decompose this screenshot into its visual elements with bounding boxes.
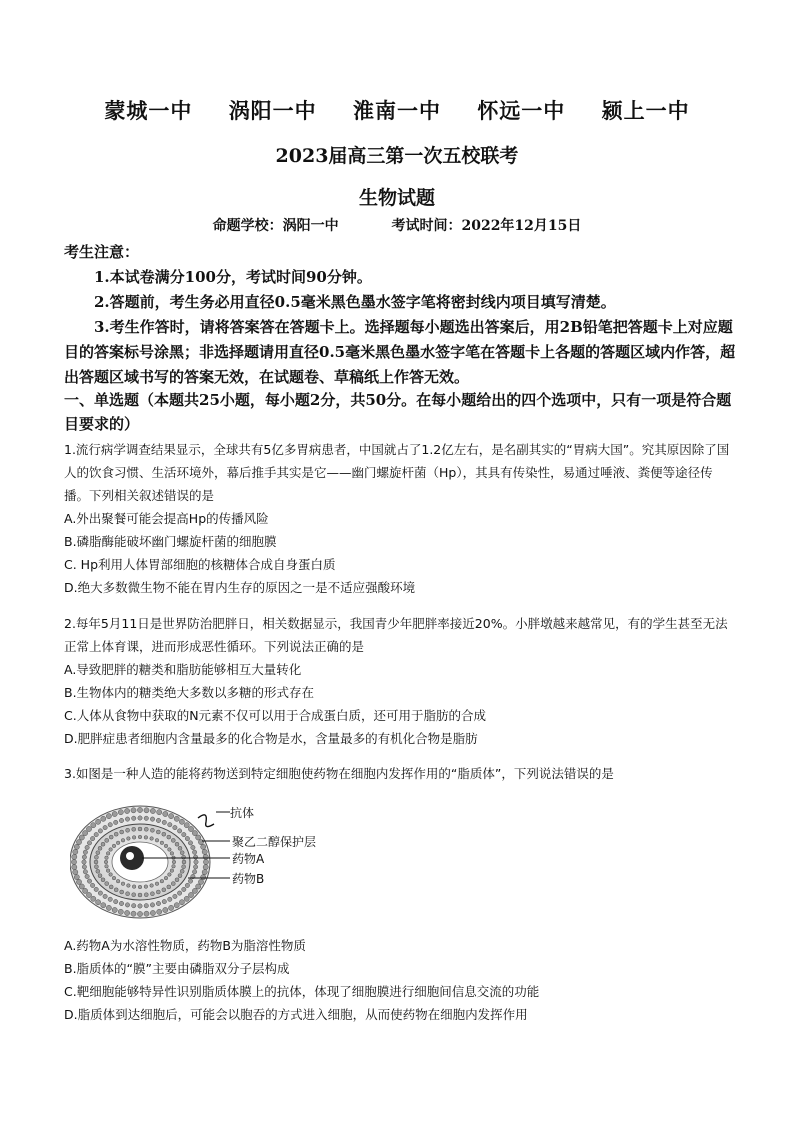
question-stem: 3.如图是一种人造的能将药物送到特定细胞使药物在细胞内发挥作用的“脂质体”，下列说法错误的是 [64, 766, 614, 781]
lipid-head [72, 854, 77, 859]
lipid-head [203, 865, 208, 870]
lipid-head [114, 820, 118, 824]
lipid-head [98, 891, 102, 895]
lipid-head [182, 832, 186, 836]
lipid-head [83, 870, 87, 874]
question-stem: 1.流行病学调查结果显示，全球共有5亿多胃病患者，中国就占了1.2亿左右，是名副其实的“胃病大国”。究其原因除了国人的饮食习惯、生活环境外，幕后推手其实是它——幽门螺旋杆菌（Hp），其具有传染性，易通过唾液、粪便等途径传播。下列相关叙述错误的是 [64, 442, 730, 503]
lipid-head [76, 879, 81, 884]
lipid-head [87, 879, 91, 883]
lipid-head [193, 855, 197, 859]
lipid-head [73, 849, 78, 854]
lipid-head [83, 888, 88, 893]
lipid-head [103, 894, 107, 898]
lipid-head [167, 835, 171, 839]
lipid-head [96, 819, 101, 824]
lipid-head [198, 840, 203, 845]
school-name: 颍上一中 [601, 98, 690, 123]
lipid-head [116, 879, 120, 883]
lipid-head [194, 860, 198, 864]
lipid-head [201, 844, 206, 849]
school-name: 涡阳一中 [228, 98, 317, 123]
lipid-head [106, 852, 110, 856]
question-option: D.肥胖症患者细胞内含量最多的化合物是水，含量最多的有机化合物是脂肪 [64, 731, 478, 746]
lipid-head [96, 869, 100, 873]
lipid-head [138, 885, 142, 889]
lipid-head [131, 808, 136, 813]
lipid-head [192, 888, 197, 893]
school-name: 怀远一中 [477, 98, 566, 123]
liposome-figure [70, 800, 370, 930]
lipid-head [144, 836, 148, 840]
lipid-head [185, 836, 189, 840]
lipid-head [196, 884, 201, 889]
lipid-head [198, 879, 203, 884]
lipid-head [79, 884, 84, 889]
lipid-head [179, 900, 184, 905]
lipid-head [182, 887, 186, 891]
lipid-head [109, 873, 113, 877]
lipid-head [94, 832, 98, 836]
lipid-head [192, 870, 196, 874]
lipid-head [105, 865, 109, 869]
lipid-head [188, 892, 193, 897]
lipid-head [177, 829, 181, 833]
lipid-head [150, 903, 154, 907]
lipid-head [144, 816, 148, 820]
lipid-head [137, 807, 142, 812]
setter-school: 命题学校：涡阳一中 [212, 218, 339, 234]
lipid-head [172, 865, 176, 869]
lipid-head [74, 875, 79, 880]
notice-item: 3.考生作答时，请将答案答在答题卡上。选择题每小题选出答案后，用2B铅笔把答题卡上对应题目的答案标号涂黑；非选择题请用直径0.5毫米黑色墨水签字笔在答题卡上各题的答题区域内作答，超出答题区域书写的答案无效，在试题卷、草稿纸上作答无效。 [64, 318, 736, 386]
lipid-head [138, 893, 142, 897]
lipid-head [174, 903, 179, 908]
lipid-head [156, 818, 160, 822]
lipid-head [91, 823, 96, 828]
lipid-head [175, 842, 179, 846]
lipid-head [157, 909, 162, 914]
lipid-head [188, 879, 192, 883]
lipid-head [106, 814, 111, 819]
lipid-head [105, 838, 109, 842]
lipid-head [144, 827, 148, 831]
question-option: D.脂质体到达细胞后，可能会以胞吞的方式进入细胞，从而使药物在细胞内发挥作用 [64, 1007, 528, 1022]
lipid-head [132, 836, 136, 840]
liposome-diagram [70, 800, 370, 930]
lipid-head [203, 859, 208, 864]
lipid-head [170, 852, 174, 856]
lipid-head [72, 865, 77, 870]
lipid-head [170, 869, 174, 873]
lipid-head [203, 854, 208, 859]
lipid-head [180, 869, 184, 873]
question-option: C.靶细胞能够特异性识别脂质体膜上的抗体，体现了细胞膜进行细胞间信息交流的功能 [64, 984, 540, 999]
lipid-head [185, 883, 189, 887]
lipid-head [109, 885, 113, 889]
figure-label-drug-b: 药物B [232, 872, 265, 886]
lipid-head [150, 884, 154, 888]
lipid-head [121, 882, 125, 886]
lipid-head [85, 845, 89, 849]
exam-time: 考试时间：2022年12月15日 [391, 218, 582, 234]
lipid-head [144, 893, 148, 897]
lipid-head [138, 816, 142, 820]
lipid-head [132, 827, 136, 831]
lipid-head [150, 892, 154, 896]
lipid-head [125, 817, 129, 821]
lipid-head [114, 832, 118, 836]
lipid-head [119, 818, 123, 822]
lipid-head [104, 860, 108, 864]
lipid-head [126, 828, 130, 832]
lipid-head [98, 829, 102, 833]
question-option: A.药物A为水溶性物质，药物B为脂溶性物质 [64, 938, 306, 953]
lipid-head [82, 860, 86, 864]
lipid-head [168, 848, 172, 852]
lipid-head [193, 865, 197, 869]
lipid-head [112, 844, 116, 848]
lipid-head [86, 892, 91, 897]
question-option: B.生物体内的糖类绝大多数以多糖的形式存在 [64, 685, 315, 700]
lipid-head [155, 882, 159, 886]
question-1 [64, 438, 734, 599]
lipid-head [156, 830, 160, 834]
lipid-head [83, 831, 88, 836]
lipid-head [116, 841, 120, 845]
lipid-head [87, 841, 91, 845]
lipid-head [144, 911, 149, 916]
lipid-head [191, 845, 195, 849]
lipid-head [150, 837, 154, 841]
figure-label-antibody: 抗体 [230, 806, 255, 820]
lipid-head [114, 888, 118, 892]
lipid-head [90, 836, 94, 840]
lipid-head [157, 810, 162, 815]
lipid-head [98, 874, 102, 878]
lipid-head [192, 831, 197, 836]
lipid-head [109, 835, 113, 839]
lipid-head [144, 904, 148, 908]
lipid-head [173, 894, 177, 898]
lipid-head [132, 904, 136, 908]
lipid-head [101, 903, 106, 908]
lipid-head [105, 882, 109, 886]
lipid-head [144, 885, 148, 889]
lipid-head [150, 910, 155, 915]
lipid-head [112, 811, 117, 816]
lipid-head [164, 876, 168, 880]
lipid-head [138, 904, 142, 908]
lipid-head [171, 882, 175, 886]
lipid-head [138, 835, 142, 839]
lipid-head [169, 814, 174, 819]
lipid-head [132, 893, 136, 897]
lipid-head [201, 875, 206, 880]
lipid-head [202, 849, 207, 854]
lipid-head [150, 828, 154, 832]
figure-label-peg-layer: 聚乙二醇保护层 [232, 835, 317, 849]
candidate-notice [64, 240, 744, 390]
lipid-head [169, 905, 174, 910]
lipid-head [108, 823, 112, 827]
lipid-head [125, 910, 130, 915]
question-option: A.外出聚餐可能会提高Hp的传播风险 [64, 511, 269, 526]
lipid-head [127, 837, 131, 841]
lipid-head [180, 851, 184, 855]
lipid-head [150, 817, 154, 821]
lipid-head [90, 883, 94, 887]
lipid-head [167, 885, 171, 889]
lipid-head [121, 839, 125, 843]
lipid-head [114, 899, 118, 903]
lipid-head [76, 840, 81, 845]
lipid-head [168, 873, 172, 877]
lipid-head [163, 811, 168, 816]
lipid-head [160, 841, 164, 845]
lipid-head [182, 855, 186, 859]
lipid-head [132, 885, 136, 889]
lipid-head [126, 892, 130, 896]
lipid-head [184, 896, 189, 901]
section-heading: 一、单选题（本题共25小题，每小题2分，共50分。在每小题给出的四个选项中，只有一项是符合题目要求的） [64, 391, 732, 433]
exam-title: 2023届高三第一次五校联考 [275, 145, 519, 167]
exam-meta [0, 215, 794, 235]
question-option: D.绝大多数微生物不能在胃内生存的原因之一是不适应强酸环境 [64, 580, 416, 595]
lipid-head [106, 905, 111, 910]
lipid-head [101, 878, 105, 882]
school-list [0, 95, 794, 125]
lipid-head [94, 865, 98, 869]
lipid-head [98, 846, 102, 850]
lipid-head [96, 851, 100, 855]
figure-label-drug-a: 药物A [232, 852, 265, 866]
lipid-head [172, 860, 176, 864]
lipid-head [73, 870, 78, 875]
lipid-head [106, 869, 110, 873]
lipid-head [155, 839, 159, 843]
lipid-head [112, 907, 117, 912]
question-3-options [64, 934, 734, 1026]
lipid-head [118, 810, 123, 815]
lipid-head [156, 890, 160, 894]
lipid-head [82, 855, 86, 859]
notice-heading: 考生注意： [64, 243, 140, 261]
lipid-head [182, 865, 186, 869]
lipid-head [94, 855, 98, 859]
lipid-head [177, 891, 181, 895]
lipid-head [119, 901, 123, 905]
question-stem: 2.每年5月11日是世界防治肥胖日，相关数据显示，我国青少年肥胖率接近20%。小胖墩越来越常见，有的学生甚至无法正常上体育课，进而形成恶性循环。下列说法正确的是 [64, 616, 728, 654]
lipid-head [125, 808, 130, 813]
lipid-head [118, 909, 123, 914]
lipid-head [188, 841, 192, 845]
lipid-head [79, 835, 84, 840]
lipid-head [164, 844, 168, 848]
lipid-head [83, 850, 87, 854]
lipid-head [82, 865, 86, 869]
lipid-head [120, 890, 124, 894]
lipid-head [168, 897, 172, 901]
lipid-head [150, 808, 155, 813]
lipid-head [174, 816, 179, 821]
lipid-head [184, 823, 189, 828]
lipid-head [91, 896, 96, 901]
lipid-head [196, 835, 201, 840]
lipid-head [105, 856, 109, 860]
notice-item: 1.本试卷满分100分，考试时间90分钟。 [94, 268, 372, 286]
lipid-head [85, 874, 89, 878]
question-option: B.脂质体的“膜”主要由磷脂双分子层构成 [64, 961, 290, 976]
lipid-head [162, 899, 166, 903]
question-option: B.磷脂酶能破坏幽门螺旋杆菌的细胞膜 [64, 534, 277, 549]
lipid-head [131, 911, 136, 916]
notice-item: 2.答题前，考生务必用直径0.5毫米黑色墨水签字笔将密封线内项目填写清楚。 [94, 293, 616, 311]
lipid-head [202, 870, 207, 875]
lipid-head [144, 808, 149, 813]
lipid-head [132, 816, 136, 820]
lipid-head [103, 825, 107, 829]
lipid-head [162, 888, 166, 892]
school-name: 蒙城一中 [104, 98, 193, 123]
lipid-head [175, 878, 179, 882]
lipid-head [71, 859, 76, 864]
question-option: A.导致肥胖的糖类和脂肪能够相互大量转化 [64, 662, 302, 677]
lipid-head [162, 832, 166, 836]
question-option: C. Hp利用人体胃部细胞的核糖体合成自身蛋白质 [64, 557, 336, 572]
question-option: C.人体从食物中获取的N元素不仅可以用于合成蛋白质，还可用于脂肪的合成 [64, 708, 487, 723]
lipid-head [179, 819, 184, 824]
lipid-head [120, 830, 124, 834]
lipid-head [127, 884, 131, 888]
lipid-head [112, 876, 116, 880]
lipid-head [162, 820, 166, 824]
lipid-head [137, 911, 142, 916]
lipid-head [101, 816, 106, 821]
school-name: 淮南一中 [353, 98, 441, 123]
lipid-head [178, 846, 182, 850]
lipid-head [171, 838, 175, 842]
lipid-head [108, 897, 112, 901]
lipid-head [125, 903, 129, 907]
lipid-head [160, 879, 164, 883]
lipid-head [94, 887, 98, 891]
lipid-head [86, 826, 91, 831]
lipid-head [138, 827, 142, 831]
lipid-head [168, 823, 172, 827]
lipid-head [182, 860, 186, 864]
lipid-head [94, 860, 98, 864]
lipid-head [192, 850, 196, 854]
lipid-head [74, 844, 79, 849]
lipid-head [96, 900, 101, 905]
lipid-head [109, 848, 113, 852]
lipid-head [156, 901, 160, 905]
question-3-stem [64, 762, 734, 785]
question-2 [64, 612, 734, 750]
lipid-head [101, 842, 105, 846]
lipid-head [173, 825, 177, 829]
subject-title: 生物试题 [358, 187, 435, 209]
lipid-head [163, 907, 168, 912]
lipid-head [188, 826, 193, 831]
lipid-head [178, 874, 182, 878]
